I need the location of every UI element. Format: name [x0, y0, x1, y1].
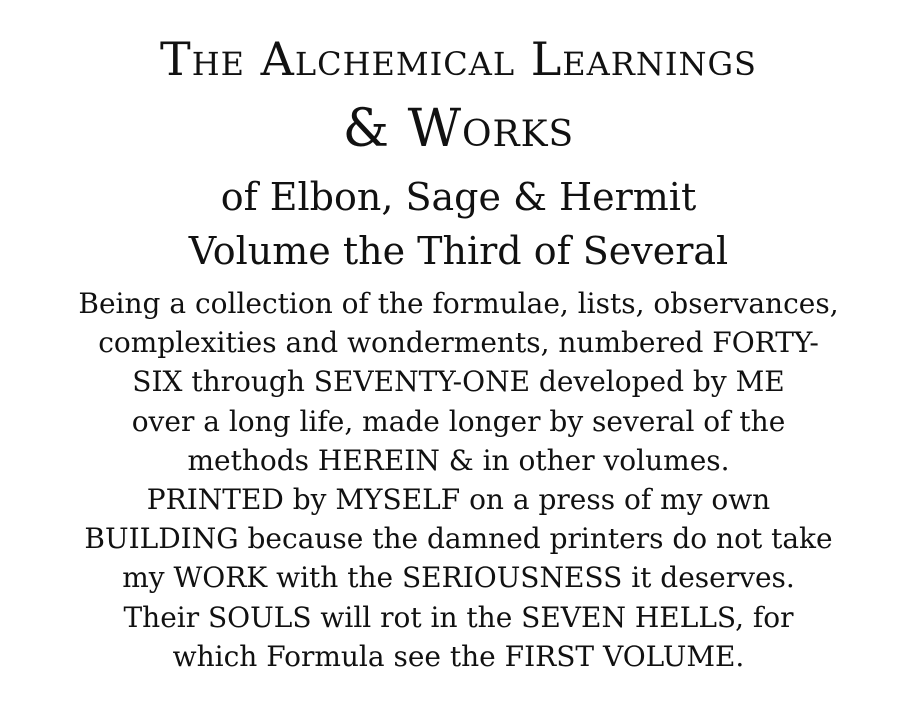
description-line: methods HEREIN & in other volumes. [187, 443, 730, 477]
description-line: Their SOULS will rot in the SEVEN HELLS, for [123, 600, 794, 634]
description-line: over a long life, made longer by several of the [131, 404, 786, 438]
subtitle-volume: Volume the Third of Several [188, 229, 729, 273]
description-line: PRINTED by MYSELF on a press of my own [146, 483, 771, 517]
title-line-2: & Works [342, 99, 575, 159]
description-line: complexities and wonderments, numbered FORTY- [98, 326, 819, 360]
description-line: which Formula see the FIRST VOLUME. [172, 639, 745, 673]
subtitle-author: of Elbon, Sage & Hermit [220, 175, 697, 219]
description-line: my WORK with the SERIOUSNESS it deserves. [122, 561, 795, 595]
title-line-1: The Alchemical Learnings [160, 32, 757, 86]
description-line: Being a collection of the formulae, lists, observances, [78, 287, 839, 320]
description-line: BUILDING because the damned printers do not take [84, 522, 833, 556]
description-line: SIX through SEVENTY-ONE developed by ME [132, 365, 785, 399]
description-text [0, 284, 917, 676]
